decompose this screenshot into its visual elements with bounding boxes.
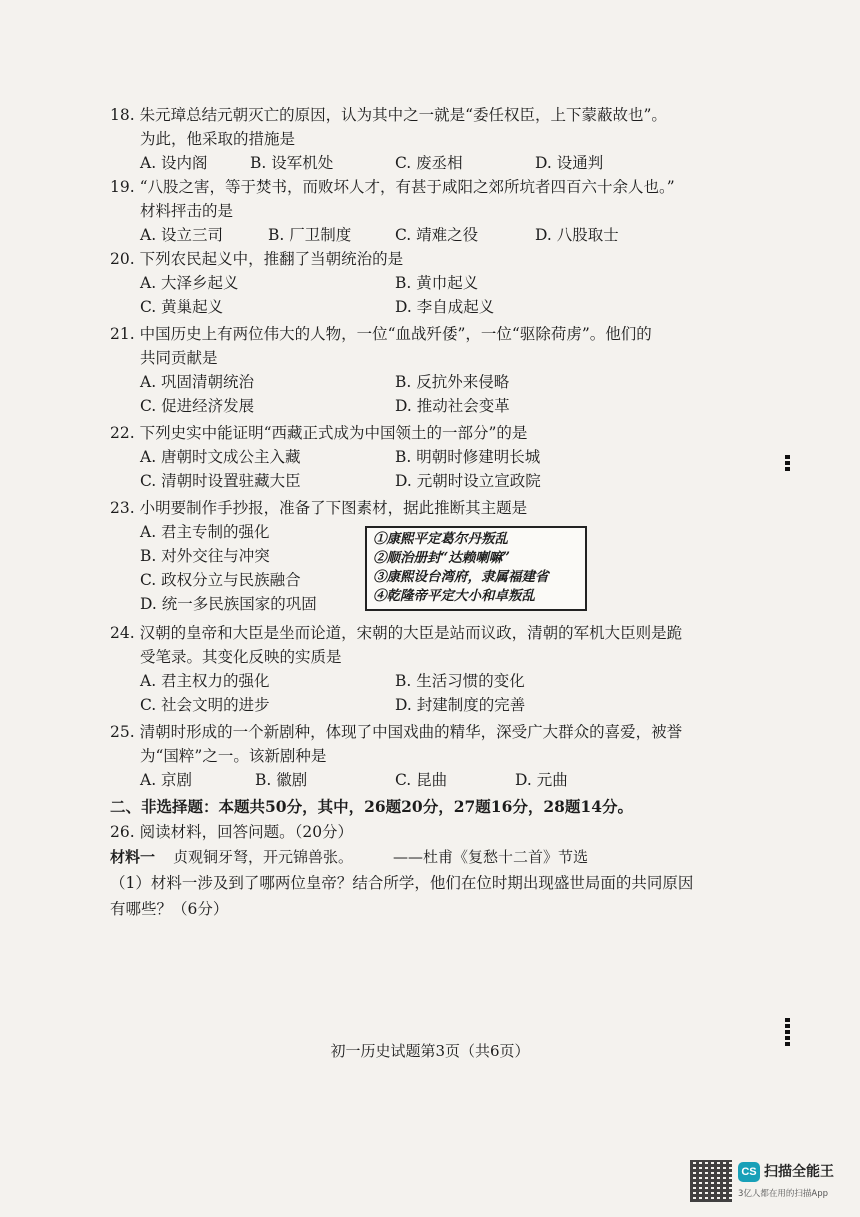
figure-item: ②顺治册封“达赖喇嘛” — [373, 550, 511, 566]
question-19 — [110, 175, 690, 247]
question-18 — [110, 103, 690, 175]
option-a: A. 京剧 — [140, 771, 193, 789]
qr-code-icon — [690, 1160, 732, 1202]
option-c: C. 促进经济发展 — [140, 397, 255, 415]
question-stem-line: 18. 朱元璋总结元朝灭亡的原因，认为其中之一就是“委任权臣，上下蒙蔽故也”。 — [110, 106, 667, 124]
options-row — [110, 693, 690, 717]
option-d: D. 李自成起义 — [395, 298, 495, 316]
options-row — [110, 271, 690, 295]
figure-item: ④乾隆帝平定大小和卓叛乱 — [373, 588, 535, 604]
options-row — [110, 445, 690, 469]
page-footer: 初一历史试题第3页（共6页） — [330, 1042, 530, 1060]
brand-tagline: 3亿人都在用的扫描App — [738, 1189, 829, 1199]
sub-question-line: 有哪些？（6分） — [110, 900, 229, 918]
scan-marks — [785, 455, 790, 473]
question-stem-line: 受笔录。其变化反映的实质是 — [140, 648, 342, 666]
cs-logo-icon: CS — [738, 1162, 760, 1182]
option-d: D. 元朝时设立宣政院 — [395, 472, 541, 490]
option-c: C. 靖难之役 — [395, 226, 479, 244]
option-a: A. 君主权力的强化 — [140, 672, 270, 690]
sub-question-line: （1）材料一涉及到了哪两位皇帝？结合所学，他们在位时期出现盛世局面的共同原因 — [110, 874, 694, 892]
scanner-watermark — [690, 1160, 850, 1210]
option-c: C. 社会文明的进步 — [140, 696, 270, 714]
question-25 — [110, 720, 690, 792]
figure-item: ①康熙平定葛尔丹叛乱 — [373, 531, 508, 547]
material-label: 材料一 — [110, 848, 156, 866]
question-20 — [110, 247, 690, 319]
question-stem-line: 24. 汉朝的皇帝和大臣是坐而论道，宋朝的大臣是站而议政，清朝的军机大臣则是跪 — [110, 624, 683, 642]
option-c: C. 清朝时设置驻藏大臣 — [140, 472, 301, 490]
option-b: B. 反抗外来侵略 — [395, 373, 510, 391]
option-b: B. 对外交往与冲突 — [140, 547, 270, 565]
question-stem-line: 25. 清朝时形成的一个新剧种，体现了中国戏曲的精华，深受广大群众的喜爱，被誉 — [110, 723, 683, 741]
option-b: B. 厂卫制度 — [268, 226, 352, 244]
material-source: ——杜甫《复愁十二首》节选 — [393, 848, 589, 866]
question-stem-line: 为“国粹”之一。该新剧种是 — [140, 747, 327, 765]
question-21 — [110, 322, 690, 418]
option-d: D. 统一多民族国家的巩固 — [140, 595, 317, 613]
question-26 — [110, 820, 690, 844]
option-c: C. 政权分立与民族融合 — [140, 571, 301, 589]
option-a: A. 唐朝时文成公主入藏 — [140, 448, 301, 466]
option-d: D. 元曲 — [515, 771, 568, 789]
option-c: C. 黄巢起义 — [140, 298, 224, 316]
question-24 — [110, 621, 690, 717]
option-c: C. 废丞相 — [395, 154, 463, 172]
question-stem-line: 21. 中国历史上有两位伟大的人物，一位“血战歼倭”，一位“驱除荷虏”。他们的 — [110, 325, 652, 343]
option-b: B. 徽剧 — [255, 771, 308, 789]
option-d: D. 八股取士 — [535, 226, 619, 244]
brand-name: 扫描全能王 — [764, 1164, 834, 1180]
options-row — [110, 669, 690, 693]
question-stem-line: 材料抨击的是 — [140, 202, 234, 220]
material-text: 贞观铜牙弩，开元锦兽张。 — [173, 848, 354, 866]
section-heading: 二、非选择题：本题共50分，其中，26题20分，27题16分，28题14分。 — [110, 797, 633, 816]
option-d: D. 设通判 — [535, 154, 604, 172]
options-row — [110, 768, 690, 792]
option-d: D. 推动社会变革 — [395, 397, 510, 415]
option-a: A. 巩固清朝统治 — [140, 373, 255, 391]
question-22 — [110, 421, 690, 493]
options-row — [110, 295, 690, 319]
option-a: A. 设内阁 — [140, 154, 208, 172]
figure-material-box — [365, 526, 587, 611]
option-d: D. 封建制度的完善 — [395, 696, 526, 714]
options-row — [110, 151, 690, 175]
option-b: B. 黄巾起义 — [395, 274, 479, 292]
sub-question-1 — [110, 870, 694, 922]
question-stem-line: 共同贡献是 — [140, 349, 218, 367]
material-one — [110, 846, 588, 867]
question-stem-line: 为此，他采取的措施是 — [140, 130, 296, 148]
question-stem-line: 23. 小明要制作手抄报，准备了下图素材，据此推断其主题是 — [110, 499, 528, 517]
options-row — [110, 394, 690, 418]
option-a: A. 大泽乡起义 — [140, 274, 239, 292]
option-a: A. 设立三司 — [140, 226, 224, 244]
question-stem-line: 19. “八股之害，等于焚书，而败坏人才，有甚于咸阳之郊所坑者四百六十余人也。” — [110, 178, 675, 196]
option-b: B. 生活习惯的变化 — [395, 672, 525, 690]
question-stem-line: 26. 阅读材料，回答问题。（20分） — [110, 823, 354, 841]
scan-marks — [785, 1018, 790, 1048]
question-stem-line: 22. 下列史实中能证明“西藏正式成为中国领土的一部分”的是 — [110, 424, 528, 442]
options-row — [110, 469, 690, 493]
figure-item: ③康熙设台湾府，隶属福建省 — [373, 569, 549, 585]
option-c: C. 昆曲 — [395, 771, 448, 789]
option-b: B. 设军机处 — [250, 154, 334, 172]
question-stem-line: 20. 下列农民起义中，推翻了当朝统治的是 — [110, 250, 404, 268]
option-b: B. 明朝时修建明长城 — [395, 448, 541, 466]
options-row — [110, 223, 690, 247]
option-a: A. 君主专制的强化 — [140, 523, 270, 541]
options-row — [110, 370, 690, 394]
